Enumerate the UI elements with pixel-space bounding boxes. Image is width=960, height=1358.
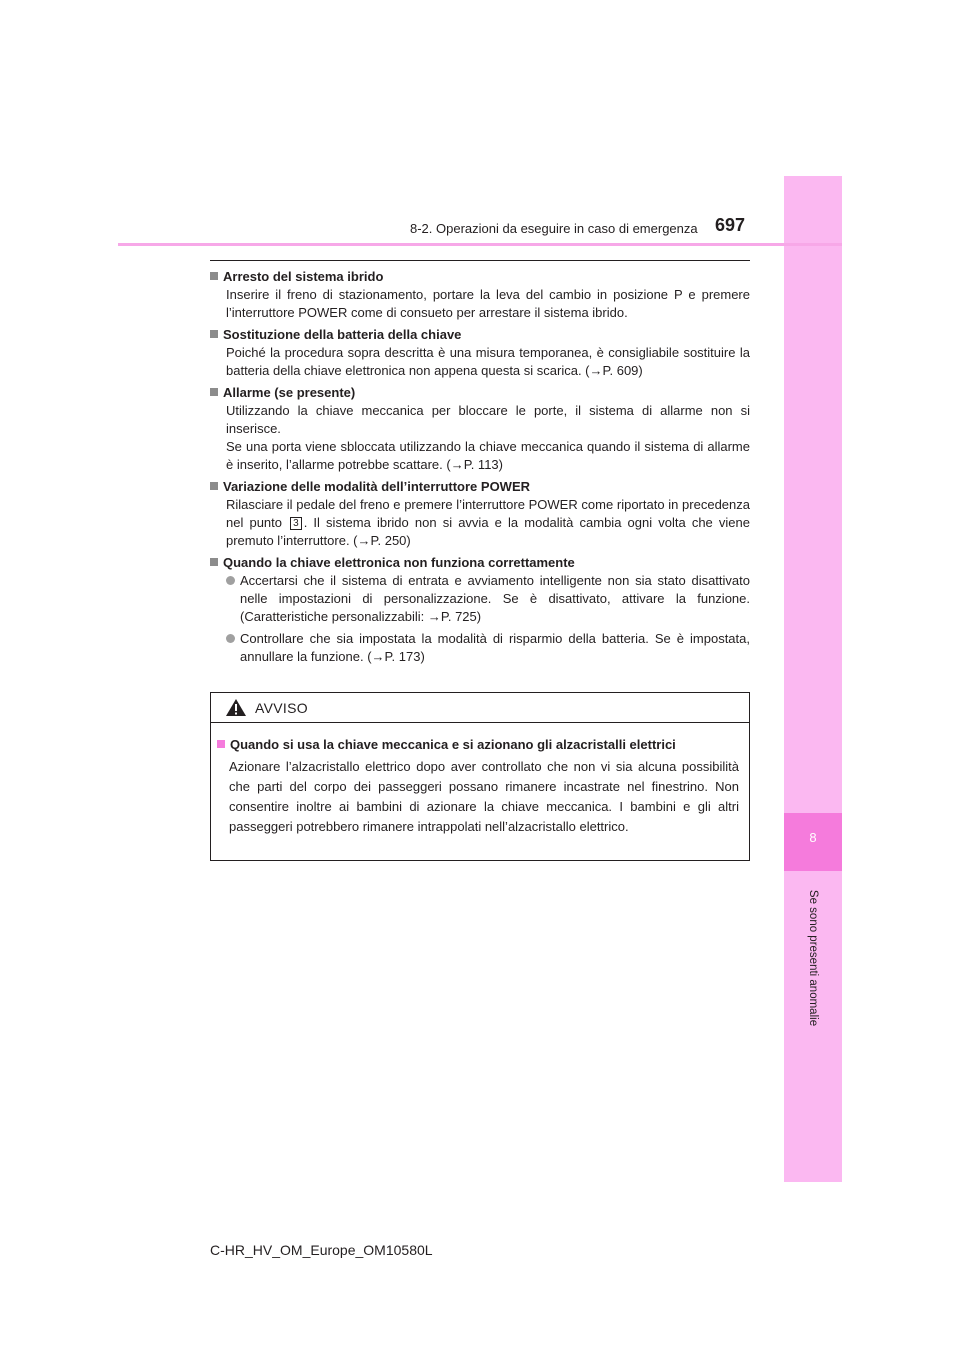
section-title: Variazione delle modalità dell’interruttore POWER bbox=[210, 478, 750, 496]
warning-label: AVVISO bbox=[255, 699, 308, 716]
header-title: 8-2. Operazioni da eseguire in caso di emergenza bbox=[410, 221, 698, 236]
section-text: Utilizzando la chiave meccanica per bloccare le porte, il sistema di allarme non si inserisce. bbox=[226, 403, 750, 436]
square-bullet-icon bbox=[210, 482, 218, 490]
section-title: Arresto del sistema ibrido bbox=[210, 268, 750, 286]
section-stop-hybrid bbox=[210, 268, 750, 322]
page-number: 697 bbox=[715, 215, 746, 235]
section-power-modes bbox=[210, 478, 750, 550]
section-text: Se una porta viene sbloccata utilizzando la chiave meccanica quando il sistema di allarme è inserito, l’allarme potrebbe scattare. (→P. 113) bbox=[226, 439, 750, 472]
chapter-side-tab bbox=[784, 176, 842, 1182]
warning-triangle-icon bbox=[225, 698, 247, 717]
list-item: Controllare che sia impostata la modalità di risparmio della batteria. Se è impostata, annullare la funzione. (→P. 173) bbox=[210, 630, 750, 666]
section-text: Inserire il freno di stazionamento, portare la leva del cambio in posizione P e premere l’interruttore POWER come di consueto per arrestare il sistema ibrido. bbox=[226, 287, 750, 320]
header-rule bbox=[118, 243, 842, 246]
warning-box bbox=[210, 692, 750, 861]
square-bullet-icon bbox=[210, 388, 218, 396]
section-title: Quando la chiave elettronica non funziona correttamente bbox=[210, 554, 750, 572]
section-title: Sostituzione della batteria della chiave bbox=[210, 326, 750, 344]
square-bullet-icon bbox=[217, 740, 225, 748]
section-title: Allarme (se presente) bbox=[210, 384, 750, 402]
section-key-battery bbox=[210, 326, 750, 380]
warning-body bbox=[211, 723, 749, 837]
section-alarm bbox=[210, 384, 750, 474]
section-rule bbox=[210, 260, 750, 261]
circle-bullet-icon bbox=[226, 576, 235, 585]
step-number-badge: 3 bbox=[290, 517, 302, 530]
section-text: Poiché la procedura sopra descritta è una misura temporanea, è consigliabile sostituire la batteria della chiave elettronica non appena questa si scarica. (→P. 609) bbox=[226, 345, 750, 378]
chapter-number: 8 bbox=[809, 830, 817, 845]
footer-doc-id: C-HR_HV_OM_Europe_OM10580L bbox=[210, 1242, 433, 1258]
warning-header bbox=[211, 693, 749, 723]
section-key-malfunction bbox=[210, 554, 750, 666]
square-bullet-icon bbox=[210, 558, 218, 566]
square-bullet-icon bbox=[210, 330, 218, 338]
list-item: Accertarsi che il sistema di entrata e avviamento intelligente non sia stato disattivato nelle impostazioni di personalizzazione. Se è disattivato, attivare la funzione. (Caratteristiche personalizzabili: →P. 725) bbox=[210, 572, 750, 626]
chapter-title: Se sono presenti anomalie bbox=[807, 889, 819, 1027]
warning-title: Quando si usa la chiave meccanica e si azionano gli alzacristalli elettrici bbox=[217, 735, 739, 755]
circle-bullet-icon bbox=[226, 634, 235, 643]
content bbox=[210, 268, 750, 670]
square-bullet-icon bbox=[210, 272, 218, 280]
warning-text: Azionare l’alzacristallo elettrico dopo aver controllato che non vi sia alcuna possibilità che parti del corpo dei passeggeri possano rimanere incastrate nel finestrino. Non consentire inoltre ai bambini di azionare la chiave meccanica. I bambini e gli altri passeggeri potrebbero rimanere intrappolati nell’alzacristallo elettrico. bbox=[229, 759, 739, 834]
section-text: Rilasciare il pedale del freno e premere l’interruttore POWER come riportato in precedenza nel punto 3 . Il sistema ibrido non si avvia e la modalità cambia ogni volta che viene premuto l’interruttore. (→P. 250) bbox=[226, 497, 750, 548]
